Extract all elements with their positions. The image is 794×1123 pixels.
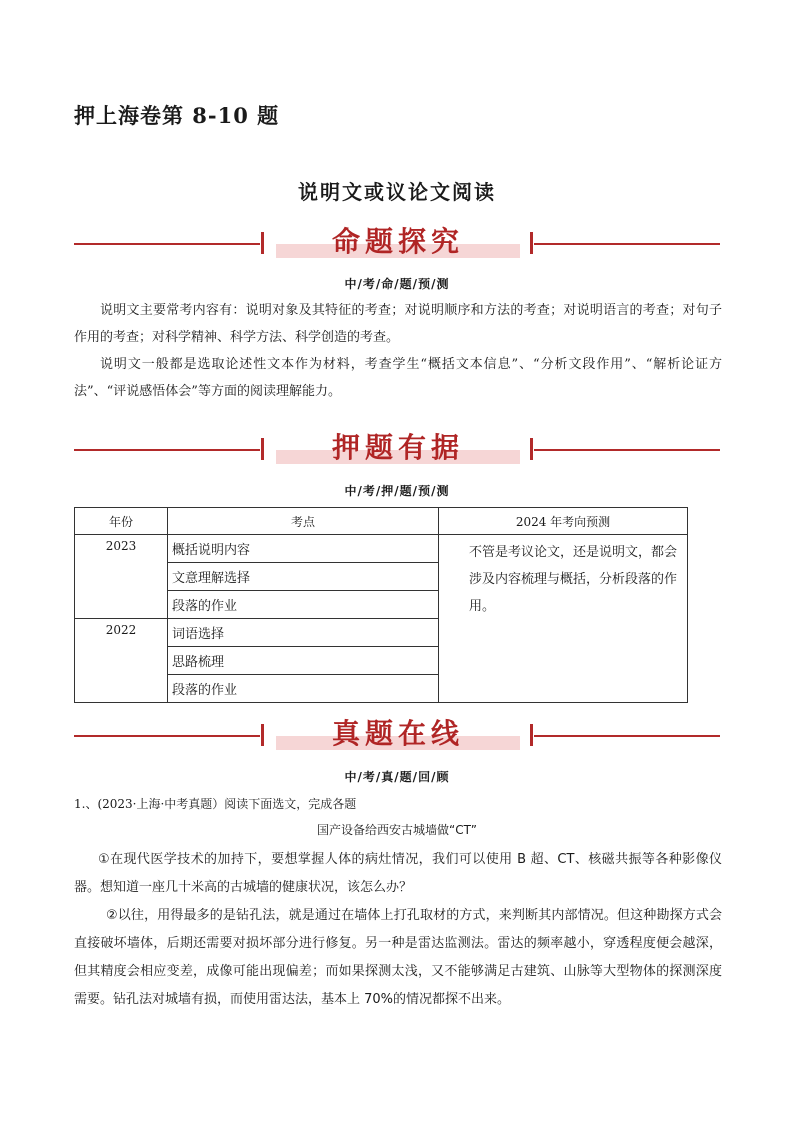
page-subtitle: 说明文或议论文阅读 [298,180,496,204]
table-row [75,535,688,563]
banner-rule-right [534,449,720,451]
table-cell-point: 段落的作业 [168,675,439,703]
banner-tick-right [530,232,533,254]
article-paragraph-2: ②以往，用得最多的是钻孔法，就是通过在墙体上打孔取材的方式，来判断其内部情况。但这种勘探方式会直接破坏墙体，后期还需要对损坏部分进行修复。另一种是雷达监测法。雷达的频率越小，穿透程度便会越深，但其精度会相应变差，成像可能出现偏差；而如果探测太浅，又不能够满足古建筑、山脉等大型物体的探测深度需要。钻孔法对城墙有损，而使用雷达法，基本上 70%的情况都探不出来。 [74,908,722,1007]
banner-tick-left [261,232,264,254]
section-sub-mingti: 中/考/命/题/预/测 [344,277,450,291]
banner-tick-right [530,438,533,460]
page-title: 押上海卷第 8-10 题 [74,103,280,128]
intro-paragraph-2: 说明文一般都是选取论述性文本作为材料，考查学生“概括文本信息”、“分析文段作用”、“解析论证方法”、“评说感悟体会”等方面的阅读理解能力。 [74,357,722,399]
table-cell-year: 2023 [75,535,168,619]
section-sub-zhenti: 中/考/真/题/回/顾 [344,770,450,784]
section-banner-zhenti [74,716,720,756]
banner-title: 押题有据 [331,431,464,464]
question-heading: 1.、(2023·上海·中考真题）阅读下面选文，完成各题 [74,797,357,811]
banner-title: 命题探究 [331,225,464,258]
banner-rule-right [534,243,720,245]
banner-tick-right [530,724,533,746]
table-header-year: 年份 [75,508,168,535]
table-header-point: 考点 [168,508,439,535]
exam-points-table [74,507,688,703]
article-paragraph-1: ①在现代医学技术的加持下，要想掌握人体的病灶情况，我们可以使用 B 超、CT、核磁共振等各种影像仪器。想知道一座几十米高的古城墙的健康状况，该怎么办？ [74,852,722,895]
table-header-prediction: 2024 年考向预测 [439,508,688,535]
section-banner-yati [74,430,720,470]
table-cell-point: 文意理解选择 [168,563,439,591]
banner-rule-left [74,449,260,451]
banner-tick-left [261,724,264,746]
table-cell-prediction: 不管是考议论文，还是说明文，都会涉及内容梳理与概括，分析段落的作用。 [439,535,688,703]
table-cell-point: 概括说明内容 [168,535,439,563]
section-sub-yati: 中/考/押/题/预/测 [344,484,450,498]
table-cell-point: 段落的作业 [168,591,439,619]
table-cell-point: 词语选择 [168,619,439,647]
intro-paragraph-1: 说明文主要常考内容有：说明对象及其特征的考查；对说明顺序和方法的考查；对说明语言的考查；对句子作用的考查；对科学精神、科学方法、科学创造的考查。 [74,303,722,345]
banner-title: 真题在线 [331,717,464,750]
table-header-row [75,508,688,535]
banner-rule-right [534,735,720,737]
banner-rule-left [74,243,260,245]
article-title: 国产设备给西安古城墙做“CT” [317,823,477,837]
banner-tick-left [261,438,264,460]
table-cell-year: 2022 [75,619,168,703]
section-banner-mingti [74,224,720,264]
banner-rule-left [74,735,260,737]
table-cell-point: 思路梳理 [168,647,439,675]
